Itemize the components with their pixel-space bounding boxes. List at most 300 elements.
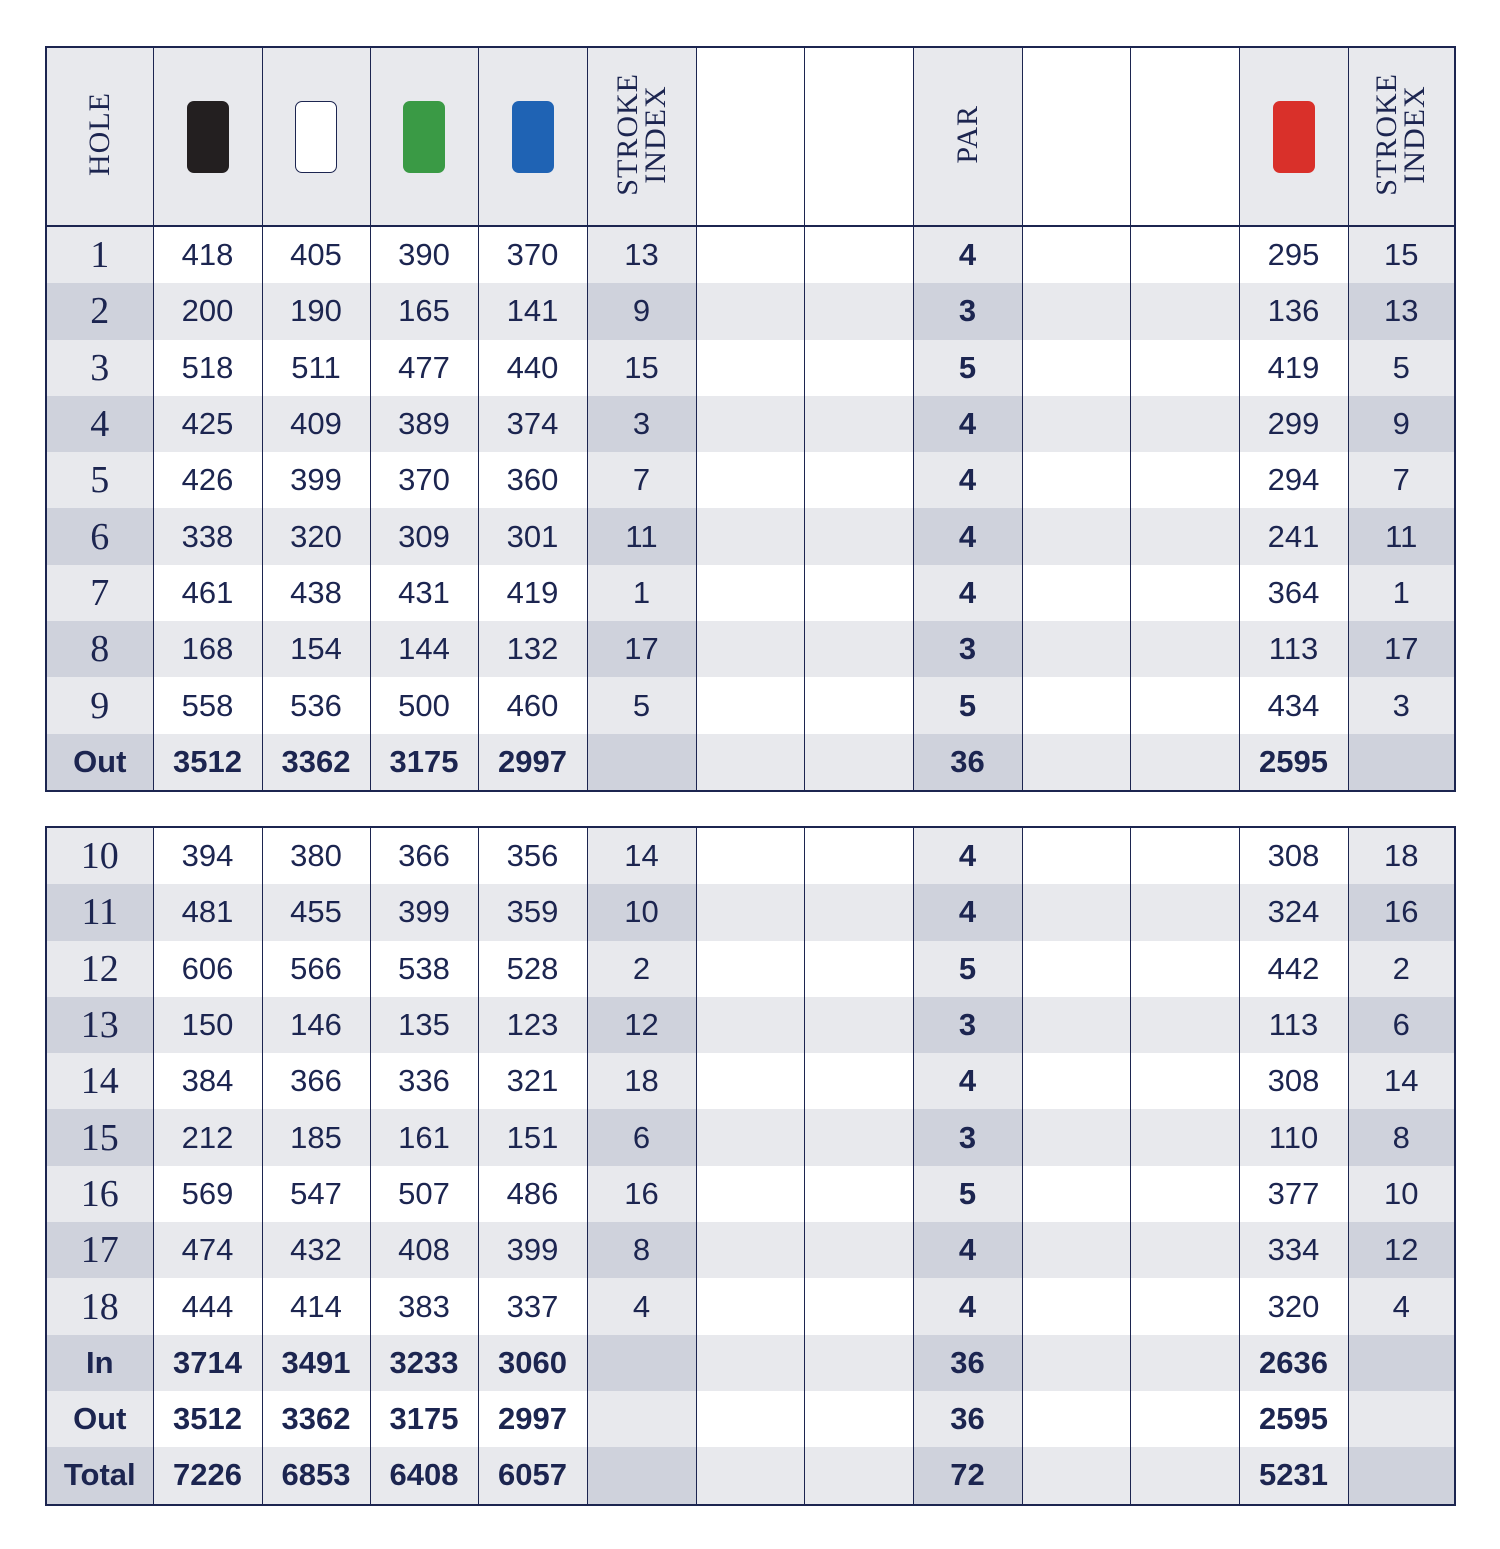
score-cell[interactable] bbox=[1130, 1166, 1239, 1222]
white-tee-yardage: 409 bbox=[262, 396, 370, 452]
score-total-cell[interactable] bbox=[696, 1335, 804, 1391]
back-nine-table bbox=[45, 826, 1456, 1506]
header-row bbox=[46, 47, 1455, 226]
blue-tee-yardage: 399 bbox=[478, 1222, 587, 1278]
green-tee-yardage: 144 bbox=[370, 621, 478, 677]
black-tee-yardage: 384 bbox=[153, 1053, 262, 1109]
total-row bbox=[46, 1447, 1455, 1504]
score-cell[interactable] bbox=[1022, 941, 1130, 997]
black-tee-yardage: 425 bbox=[153, 396, 262, 452]
white-tee-total: 3362 bbox=[262, 1391, 370, 1447]
stroke-index-blank bbox=[587, 1391, 696, 1447]
hole-number: 1 bbox=[46, 226, 153, 283]
par-total: 36 bbox=[913, 734, 1022, 791]
red-stroke-index: 13 bbox=[1348, 283, 1455, 339]
black-tee-total: 3512 bbox=[153, 734, 262, 791]
score-cell[interactable] bbox=[1130, 827, 1239, 884]
red-tee-yardage: 419 bbox=[1239, 340, 1348, 396]
black-tee-yardage: 394 bbox=[153, 827, 262, 884]
green-tee-yardage: 500 bbox=[370, 677, 478, 733]
red-stroke-index-blank bbox=[1348, 1447, 1455, 1504]
red-tee-yardage: 113 bbox=[1239, 997, 1348, 1053]
score-cell[interactable] bbox=[696, 452, 804, 508]
score-header-blank bbox=[804, 47, 913, 226]
score-cell[interactable] bbox=[1022, 508, 1130, 564]
score-cell[interactable] bbox=[1022, 621, 1130, 677]
score-cell[interactable] bbox=[804, 884, 913, 940]
red-stroke-index: 1 bbox=[1348, 565, 1455, 621]
score-cell[interactable] bbox=[1130, 508, 1239, 564]
red-stroke-index: 6 bbox=[1348, 997, 1455, 1053]
red-stroke-index: 8 bbox=[1348, 1109, 1455, 1165]
red-tee-yardage: 308 bbox=[1239, 1053, 1348, 1109]
blue-tee-yardage: 460 bbox=[478, 677, 587, 733]
score-total-cell[interactable] bbox=[1130, 1335, 1239, 1391]
score-cell[interactable] bbox=[1022, 1109, 1130, 1165]
par-value: 3 bbox=[913, 997, 1022, 1053]
par-value: 5 bbox=[913, 340, 1022, 396]
red-stroke-index: 17 bbox=[1348, 621, 1455, 677]
stroke-index: 12 bbox=[587, 997, 696, 1053]
hole-number: 13 bbox=[46, 997, 153, 1053]
hole-number: 4 bbox=[46, 396, 153, 452]
red-tee-yardage: 364 bbox=[1239, 565, 1348, 621]
par-value: 5 bbox=[913, 1166, 1022, 1222]
black-tee-yardage: 426 bbox=[153, 452, 262, 508]
red-tee-yardage: 377 bbox=[1239, 1166, 1348, 1222]
red-tee-yardage: 241 bbox=[1239, 508, 1348, 564]
stroke-index: 18 bbox=[587, 1053, 696, 1109]
green-tee-yardage: 165 bbox=[370, 283, 478, 339]
white-tee-yardage: 380 bbox=[262, 827, 370, 884]
front-nine-table bbox=[45, 46, 1456, 792]
white-tee-yardage: 432 bbox=[262, 1222, 370, 1278]
score-cell[interactable] bbox=[1130, 884, 1239, 940]
green-tee-yardage: 366 bbox=[370, 827, 478, 884]
score-total-cell[interactable] bbox=[1130, 734, 1239, 791]
stroke-index: 17 bbox=[587, 621, 696, 677]
par-value: 3 bbox=[913, 621, 1022, 677]
red-tee-total: 2636 bbox=[1239, 1335, 1348, 1391]
black-tee-yardage: 168 bbox=[153, 621, 262, 677]
hole-number: 3 bbox=[46, 340, 153, 396]
table-row bbox=[46, 396, 1455, 452]
white-tee-total: 6853 bbox=[262, 1447, 370, 1504]
green-tee-swatch bbox=[403, 101, 445, 173]
score-total-cell[interactable] bbox=[804, 1335, 913, 1391]
stroke-index: 13 bbox=[587, 226, 696, 283]
score-cell[interactable] bbox=[804, 621, 913, 677]
score-cell[interactable] bbox=[804, 1166, 913, 1222]
green-tee-yardage: 370 bbox=[370, 452, 478, 508]
white-tee-yardage: 414 bbox=[262, 1278, 370, 1334]
white-tee-yardage: 366 bbox=[262, 1053, 370, 1109]
score-cell[interactable] bbox=[1130, 1278, 1239, 1334]
hole-number: 18 bbox=[46, 1278, 153, 1334]
par-value: 4 bbox=[913, 884, 1022, 940]
table-row bbox=[46, 565, 1455, 621]
green-tee-yardage: 135 bbox=[370, 997, 478, 1053]
hole-number: 2 bbox=[46, 283, 153, 339]
table-row bbox=[46, 1222, 1455, 1278]
score-cell[interactable] bbox=[804, 508, 913, 564]
score-cell[interactable] bbox=[696, 941, 804, 997]
black-tee-yardage: 518 bbox=[153, 340, 262, 396]
stroke-index-header: STROKE INDEX bbox=[587, 47, 696, 226]
red-tee-total: 2595 bbox=[1239, 1391, 1348, 1447]
red-stroke-index-header: STROKE INDEX bbox=[1348, 47, 1455, 226]
score-cell[interactable] bbox=[804, 283, 913, 339]
score-cell[interactable] bbox=[804, 1222, 913, 1278]
score-cell[interactable] bbox=[804, 1109, 913, 1165]
green-tee-yardage: 336 bbox=[370, 1053, 478, 1109]
red-stroke-index: 18 bbox=[1348, 827, 1455, 884]
green-tee-yardage: 408 bbox=[370, 1222, 478, 1278]
red-stroke-index: 10 bbox=[1348, 1166, 1455, 1222]
par-total: 36 bbox=[913, 1335, 1022, 1391]
white-tee-swatch bbox=[295, 101, 337, 173]
blue-tee-yardage: 301 bbox=[478, 508, 587, 564]
score-cell[interactable] bbox=[1022, 884, 1130, 940]
hole-number: 14 bbox=[46, 1053, 153, 1109]
green-tee-total: 3175 bbox=[370, 1391, 478, 1447]
red-stroke-index: 12 bbox=[1348, 1222, 1455, 1278]
red-stroke-index: 9 bbox=[1348, 396, 1455, 452]
hole-number: 15 bbox=[46, 1109, 153, 1165]
score-total-cell[interactable] bbox=[696, 1447, 804, 1504]
white-tee-total: 3362 bbox=[262, 734, 370, 791]
score-cell[interactable] bbox=[696, 1166, 804, 1222]
blue-tee-total: 2997 bbox=[478, 1391, 587, 1447]
hole-number: 8 bbox=[46, 621, 153, 677]
score-cell[interactable] bbox=[1022, 997, 1130, 1053]
stroke-index: 2 bbox=[587, 941, 696, 997]
red-tee-yardage: 295 bbox=[1239, 226, 1348, 283]
score-cell[interactable] bbox=[696, 226, 804, 283]
stroke-index: 3 bbox=[587, 396, 696, 452]
red-tee-total: 2595 bbox=[1239, 734, 1348, 791]
stroke-index-blank bbox=[587, 1335, 696, 1391]
table-row bbox=[46, 340, 1455, 396]
table-row bbox=[46, 621, 1455, 677]
par-value: 3 bbox=[913, 283, 1022, 339]
stroke-index: 6 bbox=[587, 1109, 696, 1165]
stroke-index: 10 bbox=[587, 884, 696, 940]
score-cell[interactable] bbox=[696, 283, 804, 339]
black-tee-yardage: 418 bbox=[153, 226, 262, 283]
stroke-index: 16 bbox=[587, 1166, 696, 1222]
blue-tee-total: 3060 bbox=[478, 1335, 587, 1391]
score-cell[interactable] bbox=[1130, 283, 1239, 339]
score-cell[interactable] bbox=[696, 1222, 804, 1278]
table-row bbox=[46, 452, 1455, 508]
score-cell[interactable] bbox=[1022, 565, 1130, 621]
score-cell[interactable] bbox=[1130, 941, 1239, 997]
score-cell[interactable] bbox=[1130, 1109, 1239, 1165]
white-tee-yardage: 566 bbox=[262, 941, 370, 997]
score-cell[interactable] bbox=[1130, 677, 1239, 733]
score-cell[interactable] bbox=[1130, 621, 1239, 677]
score-cell[interactable] bbox=[696, 997, 804, 1053]
hole-number: 9 bbox=[46, 677, 153, 733]
score-total-cell[interactable] bbox=[1022, 1391, 1130, 1447]
score-total-cell[interactable] bbox=[696, 734, 804, 791]
red-tee-yardage: 434 bbox=[1239, 677, 1348, 733]
green-tee-yardage: 389 bbox=[370, 396, 478, 452]
score-cell[interactable] bbox=[1130, 565, 1239, 621]
black-tee-yardage: 558 bbox=[153, 677, 262, 733]
red-stroke-index-blank bbox=[1348, 1391, 1455, 1447]
score-cell[interactable] bbox=[804, 452, 913, 508]
white-tee-yardage: 154 bbox=[262, 621, 370, 677]
red-tee-yardage: 442 bbox=[1239, 941, 1348, 997]
white-tee-yardage: 536 bbox=[262, 677, 370, 733]
table-row bbox=[46, 1109, 1455, 1165]
score-cell[interactable] bbox=[696, 621, 804, 677]
red-stroke-index: 11 bbox=[1348, 508, 1455, 564]
score-cell[interactable] bbox=[1130, 452, 1239, 508]
white-tee-yardage: 399 bbox=[262, 452, 370, 508]
black-tee-swatch bbox=[187, 101, 229, 173]
stroke-index: 15 bbox=[587, 340, 696, 396]
score-cell[interactable] bbox=[1130, 340, 1239, 396]
black-tee-total: 7226 bbox=[153, 1447, 262, 1504]
score-cell[interactable] bbox=[1022, 340, 1130, 396]
score-cell[interactable] bbox=[804, 565, 913, 621]
white-tee-yardage: 455 bbox=[262, 884, 370, 940]
black-tee-yardage: 606 bbox=[153, 941, 262, 997]
red-tee-yardage: 113 bbox=[1239, 621, 1348, 677]
white-tee-yardage: 320 bbox=[262, 508, 370, 564]
stroke-index: 5 bbox=[587, 677, 696, 733]
score-cell[interactable] bbox=[804, 1278, 913, 1334]
par-value: 4 bbox=[913, 565, 1022, 621]
score-cell[interactable] bbox=[1022, 677, 1130, 733]
red-stroke-index: 2 bbox=[1348, 941, 1455, 997]
green-tee-yardage: 477 bbox=[370, 340, 478, 396]
score-total-cell[interactable] bbox=[804, 1391, 913, 1447]
green-tee-yardage: 383 bbox=[370, 1278, 478, 1334]
score-cell[interactable] bbox=[696, 884, 804, 940]
red-stroke-index-blank bbox=[1348, 1335, 1455, 1391]
white-tee-header bbox=[262, 47, 370, 226]
table-row bbox=[46, 1166, 1455, 1222]
score-cell[interactable] bbox=[696, 1278, 804, 1334]
par-value: 4 bbox=[913, 396, 1022, 452]
table-row bbox=[46, 1053, 1455, 1109]
stroke-index: 9 bbox=[587, 283, 696, 339]
black-tee-total: 3512 bbox=[153, 1391, 262, 1447]
score-cell[interactable] bbox=[804, 1053, 913, 1109]
score-header-blank bbox=[1022, 47, 1130, 226]
table-row bbox=[46, 997, 1455, 1053]
black-tee-yardage: 474 bbox=[153, 1222, 262, 1278]
score-cell[interactable] bbox=[1130, 226, 1239, 283]
red-tee-yardage: 110 bbox=[1239, 1109, 1348, 1165]
red-tee-header bbox=[1239, 47, 1348, 226]
green-tee-header bbox=[370, 47, 478, 226]
score-cell[interactable] bbox=[696, 340, 804, 396]
score-cell[interactable] bbox=[1022, 283, 1130, 339]
red-tee-yardage: 334 bbox=[1239, 1222, 1348, 1278]
table-row bbox=[46, 677, 1455, 733]
par-total: 36 bbox=[913, 1391, 1022, 1447]
score-total-cell[interactable] bbox=[1022, 1335, 1130, 1391]
table-row bbox=[46, 508, 1455, 564]
score-total-cell[interactable] bbox=[804, 1447, 913, 1504]
score-cell[interactable] bbox=[1022, 452, 1130, 508]
score-cell[interactable] bbox=[1022, 396, 1130, 452]
score-cell[interactable] bbox=[804, 997, 913, 1053]
score-total-cell[interactable] bbox=[1130, 1447, 1239, 1504]
green-tee-yardage: 309 bbox=[370, 508, 478, 564]
green-tee-total: 3175 bbox=[370, 734, 478, 791]
red-stroke-index: 7 bbox=[1348, 452, 1455, 508]
score-cell[interactable] bbox=[696, 1109, 804, 1165]
white-tee-yardage: 185 bbox=[262, 1109, 370, 1165]
score-cell[interactable] bbox=[1130, 1053, 1239, 1109]
score-cell[interactable] bbox=[804, 396, 913, 452]
score-cell[interactable] bbox=[1022, 1166, 1130, 1222]
score-header-blank bbox=[1130, 47, 1239, 226]
stroke-index-blank bbox=[587, 734, 696, 791]
black-tee-yardage: 569 bbox=[153, 1166, 262, 1222]
score-total-cell[interactable] bbox=[1130, 1391, 1239, 1447]
table-row bbox=[46, 1278, 1455, 1334]
red-stroke-index: 3 bbox=[1348, 677, 1455, 733]
score-cell[interactable] bbox=[1022, 1278, 1130, 1334]
blue-tee-yardage: 356 bbox=[478, 827, 587, 884]
green-tee-yardage: 507 bbox=[370, 1166, 478, 1222]
score-total-cell[interactable] bbox=[696, 1391, 804, 1447]
score-total-cell[interactable] bbox=[1022, 1447, 1130, 1504]
score-cell[interactable] bbox=[1022, 226, 1130, 283]
score-cell[interactable] bbox=[696, 677, 804, 733]
red-stroke-index: 5 bbox=[1348, 340, 1455, 396]
score-cell[interactable] bbox=[1130, 997, 1239, 1053]
black-tee-header bbox=[153, 47, 262, 226]
blue-tee-total: 2997 bbox=[478, 734, 587, 791]
hole-number: 10 bbox=[46, 827, 153, 884]
green-tee-yardage: 538 bbox=[370, 941, 478, 997]
black-tee-yardage: 481 bbox=[153, 884, 262, 940]
blue-tee-header bbox=[478, 47, 587, 226]
blue-tee-yardage: 337 bbox=[478, 1278, 587, 1334]
red-stroke-index-blank bbox=[1348, 734, 1455, 791]
score-cell[interactable] bbox=[696, 396, 804, 452]
score-cell[interactable] bbox=[1022, 827, 1130, 884]
score-cell[interactable] bbox=[804, 677, 913, 733]
blue-tee-yardage: 359 bbox=[478, 884, 587, 940]
blue-tee-total: 6057 bbox=[478, 1447, 587, 1504]
par-value: 4 bbox=[913, 1053, 1022, 1109]
red-tee-yardage: 299 bbox=[1239, 396, 1348, 452]
blue-tee-yardage: 123 bbox=[478, 997, 587, 1053]
table-row bbox=[46, 226, 1455, 283]
score-cell[interactable] bbox=[696, 508, 804, 564]
score-cell[interactable] bbox=[696, 565, 804, 621]
score-cell[interactable] bbox=[1022, 1222, 1130, 1278]
red-tee-yardage: 136 bbox=[1239, 283, 1348, 339]
hole-number: 5 bbox=[46, 452, 153, 508]
table-row bbox=[46, 884, 1455, 940]
blue-tee-yardage: 132 bbox=[478, 621, 587, 677]
red-tee-swatch bbox=[1273, 101, 1315, 173]
stroke-index: 8 bbox=[587, 1222, 696, 1278]
score-cell[interactable] bbox=[1022, 1053, 1130, 1109]
blue-tee-yardage: 360 bbox=[478, 452, 587, 508]
total-label: Out bbox=[46, 1391, 153, 1447]
stroke-index-blank bbox=[587, 1447, 696, 1504]
red-stroke-index: 4 bbox=[1348, 1278, 1455, 1334]
black-tee-yardage: 150 bbox=[153, 997, 262, 1053]
stroke-index: 1 bbox=[587, 565, 696, 621]
score-cell[interactable] bbox=[804, 827, 913, 884]
hole-number: 11 bbox=[46, 884, 153, 940]
par-value: 4 bbox=[913, 508, 1022, 564]
hole-header: HOLE bbox=[46, 47, 153, 226]
red-stroke-index: 14 bbox=[1348, 1053, 1455, 1109]
white-tee-yardage: 438 bbox=[262, 565, 370, 621]
score-total-cell[interactable] bbox=[1022, 734, 1130, 791]
score-cell[interactable] bbox=[696, 1053, 804, 1109]
blue-tee-yardage: 486 bbox=[478, 1166, 587, 1222]
hole-number: 6 bbox=[46, 508, 153, 564]
par-value: 4 bbox=[913, 1278, 1022, 1334]
score-cell[interactable] bbox=[804, 340, 913, 396]
score-cell[interactable] bbox=[804, 941, 913, 997]
green-tee-total: 6408 bbox=[370, 1447, 478, 1504]
green-tee-yardage: 161 bbox=[370, 1109, 478, 1165]
black-tee-yardage: 444 bbox=[153, 1278, 262, 1334]
stroke-index: 14 bbox=[587, 827, 696, 884]
blue-tee-yardage: 141 bbox=[478, 283, 587, 339]
red-tee-yardage: 324 bbox=[1239, 884, 1348, 940]
par-total: 72 bbox=[913, 1447, 1022, 1504]
total-label: Out bbox=[46, 734, 153, 791]
score-cell[interactable] bbox=[1130, 396, 1239, 452]
stroke-index: 4 bbox=[587, 1278, 696, 1334]
black-tee-total: 3714 bbox=[153, 1335, 262, 1391]
white-tee-yardage: 405 bbox=[262, 226, 370, 283]
blue-tee-yardage: 419 bbox=[478, 565, 587, 621]
score-total-cell[interactable] bbox=[804, 734, 913, 791]
white-tee-total: 3491 bbox=[262, 1335, 370, 1391]
par-value: 3 bbox=[913, 1109, 1022, 1165]
par-value: 5 bbox=[913, 677, 1022, 733]
red-tee-total: 5231 bbox=[1239, 1447, 1348, 1504]
blue-tee-yardage: 321 bbox=[478, 1053, 587, 1109]
score-cell[interactable] bbox=[804, 226, 913, 283]
white-tee-yardage: 511 bbox=[262, 340, 370, 396]
red-tee-yardage: 294 bbox=[1239, 452, 1348, 508]
blue-tee-yardage: 370 bbox=[478, 226, 587, 283]
hole-number: 12 bbox=[46, 941, 153, 997]
hole-number: 16 bbox=[46, 1166, 153, 1222]
total-row bbox=[46, 1391, 1455, 1447]
score-cell[interactable] bbox=[1130, 1222, 1239, 1278]
blue-tee-yardage: 440 bbox=[478, 340, 587, 396]
black-tee-yardage: 461 bbox=[153, 565, 262, 621]
green-tee-yardage: 431 bbox=[370, 565, 478, 621]
par-header: PAR bbox=[913, 47, 1022, 226]
score-cell[interactable] bbox=[696, 827, 804, 884]
total-row bbox=[46, 1335, 1455, 1391]
score-header-blank bbox=[696, 47, 804, 226]
total-label: Total bbox=[46, 1447, 153, 1504]
black-tee-yardage: 212 bbox=[153, 1109, 262, 1165]
red-tee-yardage: 308 bbox=[1239, 827, 1348, 884]
